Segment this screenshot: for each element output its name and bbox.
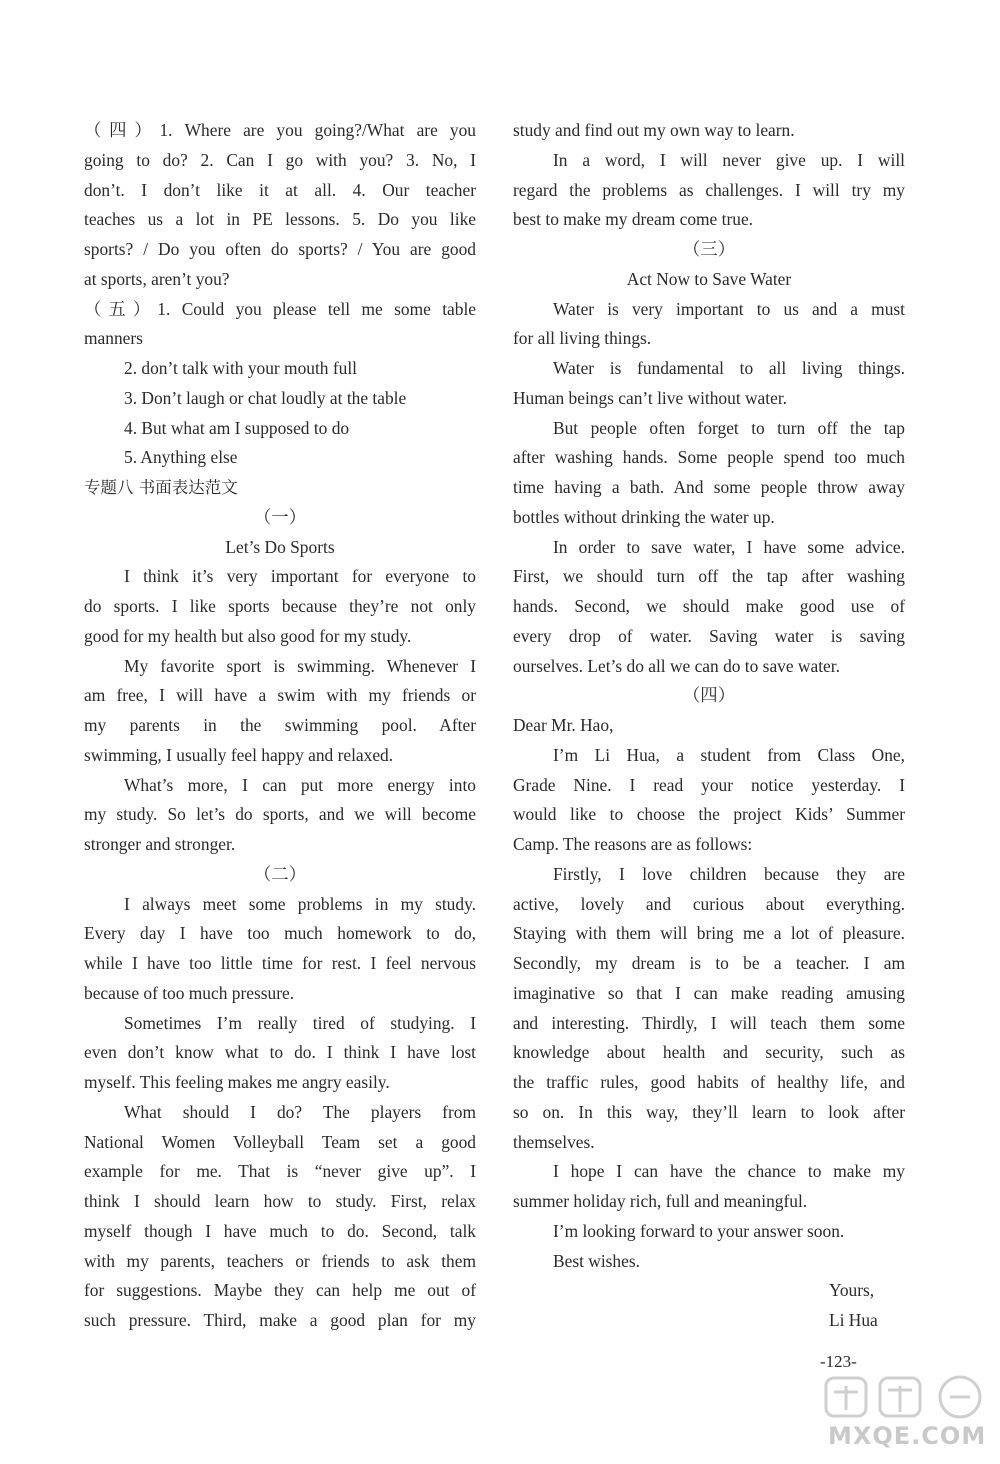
left-text-line: My favorite sport is swimming. Whenever I xyxy=(124,655,476,676)
right-text-line: But people often forget to turn off the tap xyxy=(553,417,905,438)
left-column xyxy=(84,116,476,1336)
right-text-line: knowledge about health and security, such as xyxy=(513,1042,905,1063)
left-text-line: 4. But what am I supposed to do xyxy=(124,417,350,438)
left-text-line: because of too much pressure. xyxy=(84,982,295,1003)
left-text-line: myself. This feeling makes me angry easily. xyxy=(84,1072,390,1092)
right-text-line: In a word, I will never give up. I will xyxy=(553,149,905,170)
left-text-line: while I have too little time for rest. I feel nervous xyxy=(84,953,476,973)
right-text-line: I hope I can have the chance to make my xyxy=(553,1161,905,1182)
right-text-line: bottles without drinking the water up. xyxy=(513,506,775,527)
left-text-line: going to do? 2. Can I go with you? 3. No, I xyxy=(84,149,476,170)
right-text-line: I’m Li Hua, a student from Class One, xyxy=(553,744,905,765)
right-text-line: every drop of water. Saving water is saving xyxy=(513,625,905,646)
left-text-line: 2. don’t talk with your mouth full xyxy=(124,358,357,378)
left-text-line: Every day I have too much homework to do, xyxy=(84,923,476,944)
right-text-line: Yours, xyxy=(829,1280,875,1301)
left-text-line: 5. Anything else xyxy=(124,447,238,468)
right-text-line: Act Now to Save Water xyxy=(626,268,792,289)
right-text-line: imaginative so that I can make reading amusing xyxy=(513,982,905,1003)
left-text-line: What’s more, I can put more energy into xyxy=(124,774,476,795)
right-text-line: the traffic rules, good habits of healthy life, and xyxy=(513,1072,905,1092)
left-text-line: for suggestions. Maybe they can help me out of xyxy=(84,1280,476,1301)
right-text-line: Firstly, I love children because they are xyxy=(553,863,905,884)
left-text-line: manners xyxy=(84,328,143,349)
right-text-line: time having a bath. And some people throw away xyxy=(513,477,905,497)
right-text-line: and interesting. Thirdly, I will teach them some xyxy=(513,1012,905,1033)
right-text-line: active, lovely and curious about everything. xyxy=(513,893,905,914)
right-text-line: study and find out my own way to learn. xyxy=(513,120,795,140)
watermark-emblem-icon xyxy=(820,1372,992,1422)
left-text-line: （二） xyxy=(253,863,307,884)
right-text-line: （四） xyxy=(682,685,736,706)
left-text-line: teaches us a lot in PE lessons. 5. Do you like xyxy=(84,209,476,230)
left-text-line: Sometimes I’m really tired of studying. I xyxy=(124,1012,476,1033)
left-text-line: I think it’s very important for everyone to xyxy=(124,566,476,587)
left-text-line: Let’s Do Sports xyxy=(225,536,335,557)
right-text-line: best to make my dream come true. xyxy=(513,209,754,230)
left-text-line: （四）1. Where are you going?/What are you xyxy=(84,120,476,140)
right-text-line: for all living things. xyxy=(513,328,652,349)
left-text-line: 3. Don’t laugh or chat loudly at the table xyxy=(124,387,407,408)
right-text-line: Camp. The reasons are as follows: xyxy=(513,834,753,854)
right-text-line: First, we should turn off the tap after washing xyxy=(513,566,905,587)
watermark-logo xyxy=(820,1372,992,1458)
right-text-line: themselves. xyxy=(513,1131,595,1152)
right-text-line: Staying with them will bring me a lot of pleasure. xyxy=(513,923,905,944)
right-text-line: In order to save water, I have some advice. xyxy=(553,536,905,557)
left-text-line: 专题八 书面表达范文 xyxy=(84,478,238,497)
left-text-line: at sports, aren’t you? xyxy=(84,268,230,289)
left-text-line: swimming, I usually feel happy and relaxed. xyxy=(84,744,394,765)
left-text-line: National Women Volleyball Team set a good xyxy=(84,1131,476,1152)
left-text-line: think I should learn how to study. First, relax xyxy=(84,1191,476,1211)
left-text-line: with my parents, teachers or friends to ask them xyxy=(84,1250,476,1271)
right-text-line: Li Hua xyxy=(829,1310,878,1330)
left-text-line: even don’t know what to do. I think I have lost xyxy=(84,1042,476,1063)
left-text-line: sports? / Do you often do sports? / You are good xyxy=(84,239,476,259)
left-text-line: stronger and stronger. xyxy=(84,834,236,854)
left-text-line: am free, I will have a swim with my friends or xyxy=(84,685,476,706)
right-text-line: Human beings can’t live without water. xyxy=(513,387,788,408)
left-text-line: I always meet some problems in my study. xyxy=(124,893,476,914)
page-number: -123- xyxy=(820,1352,857,1371)
right-text-line: Secondly, my dream is to be a teacher. I am xyxy=(513,953,905,973)
watermark-site: MXQE.COM xyxy=(828,1422,987,1450)
right-text-line: summer holiday rich, full and meaningful. xyxy=(513,1191,808,1211)
right-column xyxy=(513,116,905,1336)
left-text-line: （一） xyxy=(253,506,307,527)
right-text-line: Dear Mr. Hao, xyxy=(513,715,614,735)
right-text-line: I’m looking forward to your answer soon. xyxy=(553,1220,845,1241)
right-text-line: （三） xyxy=(682,239,736,259)
right-text-line: Water is very important to us and a must xyxy=(553,298,905,319)
left-text-line: don’t. I don’t like it at all. 4. Our teacher xyxy=(84,179,476,200)
left-text-line: my parents in the swimming pool. After xyxy=(84,715,476,735)
right-text-line: after washing hands. Some people spend too much xyxy=(513,447,905,468)
right-text-line: hands. Second, we should make good use of xyxy=(513,596,905,616)
right-text-line: Water is fundamental to all living things. xyxy=(553,358,905,378)
right-text-line: Grade Nine. I read your notice yesterday. I xyxy=(513,774,905,795)
right-text-line: would like to choose the project Kids’ Summer xyxy=(513,804,905,825)
right-text-line: Best wishes. xyxy=(553,1250,640,1271)
left-text-line: such pressure. Third, make a good plan for my xyxy=(84,1310,476,1330)
left-text-line: What should I do? The players from xyxy=(124,1101,476,1122)
right-text-line: ourselves. Let’s do all we can do to save water. xyxy=(513,655,840,676)
right-text-line: regard the problems as challenges. I will try my xyxy=(513,179,905,200)
left-text-line: good for my health but also good for my study. xyxy=(84,625,412,646)
left-text-line: do sports. I like sports because they’re not only xyxy=(84,596,476,616)
left-text-line: myself though I have much to do. Second, talk xyxy=(84,1220,476,1241)
left-text-line: example for me. That is “never give up”. I xyxy=(84,1161,476,1182)
left-text-line: my study. So let’s do sports, and we will become xyxy=(84,804,476,825)
right-text-line: so on. In this way, they’ll learn to look after xyxy=(513,1101,905,1122)
left-text-line: （五）1. Could you please tell me some table xyxy=(84,298,476,319)
